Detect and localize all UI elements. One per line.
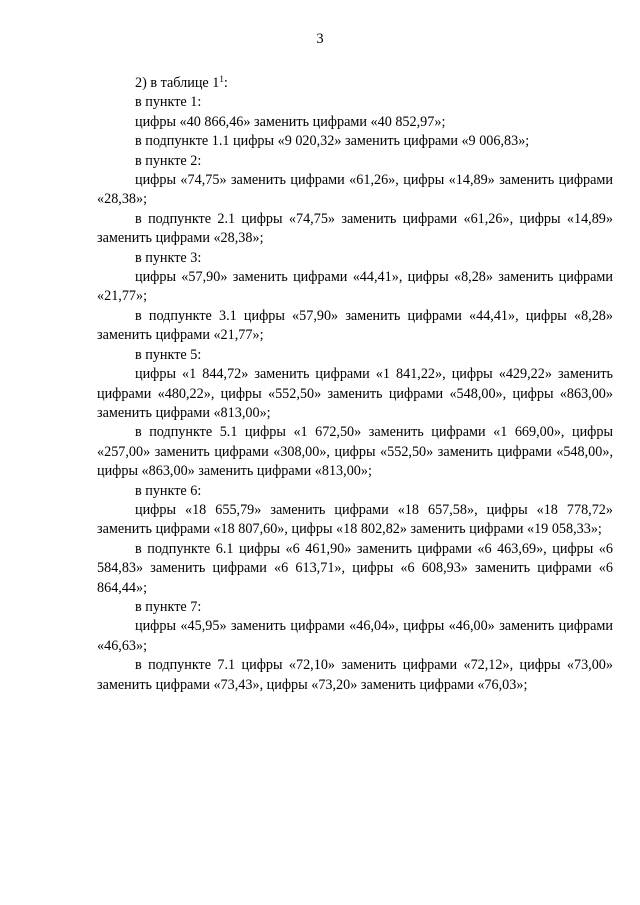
item-7-change: цифры «45,95» заменить цифрами «46,04», цифры «46,00» заменить цифрами «46,63»; bbox=[97, 618, 613, 654]
item-2-label: в пункте 2: bbox=[135, 152, 202, 169]
amendment-heading-colon: : bbox=[223, 75, 228, 91]
footnote-mark: 1 bbox=[219, 74, 224, 84]
subitem-7-1-change: в подпункте 7.1 цифры «72,10» заменить цифрами «72,12», цифры «73,00» заменить цифрами «73,43», цифры «73,20» заменить цифрами «76,03»; bbox=[97, 657, 613, 693]
item-5-label: в пункте 5: bbox=[135, 346, 202, 363]
item-2-change: цифры «74,75» заменить цифрами «61,26», цифры «14,89» заменить цифрами «28,38»; bbox=[97, 172, 613, 208]
item-6-label: в пункте 6: bbox=[135, 482, 202, 499]
document-body bbox=[97, 74, 613, 695]
item-7-label: в пункте 7: bbox=[135, 598, 202, 615]
item-6-change: цифры «18 655,79» заменить цифрами «18 657,58», цифры «18 778,72» заменить цифрами «18 807,60», цифры «18 802,82» заменить цифрами «19 058,33»; bbox=[97, 501, 613, 538]
amendment-heading-text: 2) в таблице 1 bbox=[135, 75, 220, 91]
subitem-1-1-change: в подпункте 1.1 цифры «9 020,32» заменить цифрами «9 006,83»; bbox=[135, 133, 530, 150]
item-3-label: в пункте 3: bbox=[135, 249, 202, 266]
page-number: 3 bbox=[316, 31, 324, 47]
item-3-change: цифры «57,90» заменить цифрами «44,41», цифры «8,28» заменить цифрами «21,77»; bbox=[97, 269, 613, 305]
item-1-label: в пункте 1: bbox=[135, 94, 202, 111]
item-5-change: цифры «1 844,72» заменить цифрами «1 841,22», цифры «429,22» заменить цифрами «480,22», цифры «552,50» заменить цифрами «548,00», цифры «863,00» заменить цифрами «813,00»; bbox=[97, 366, 613, 421]
item-1-change: цифры «40 866,46» заменить цифрами «40 852,97»; bbox=[135, 113, 446, 130]
subitem-6-1-change: в подпункте 6.1 цифры «6 461,90» заменить цифрами «6 463,69», цифры «6 584,83» заменить цифрами «6 613,71», цифры «6 608,93» заменить цифрами «6 864,44»; bbox=[97, 540, 613, 596]
subitem-2-1-change: в подпункте 2.1 цифры «74,75» заменить цифрами «61,26», цифры «14,89» заменить цифрами «28,38»; bbox=[97, 210, 613, 247]
subitem-5-1-change: в подпункте 5.1 цифры «1 672,50» заменить цифрами «1 669,00», цифры «257,00» заменить цифрами «308,00», цифры «552,50» заменить цифрами «548,00», цифры «863,00» заменить цифрами «813,00»; bbox=[97, 424, 613, 480]
subitem-3-1-change: в подпункте 3.1 цифры «57,90» заменить цифрами «44,41», цифры «8,28» заменить цифрами «21,77»; bbox=[97, 307, 613, 344]
amendment-heading bbox=[97, 74, 613, 93]
